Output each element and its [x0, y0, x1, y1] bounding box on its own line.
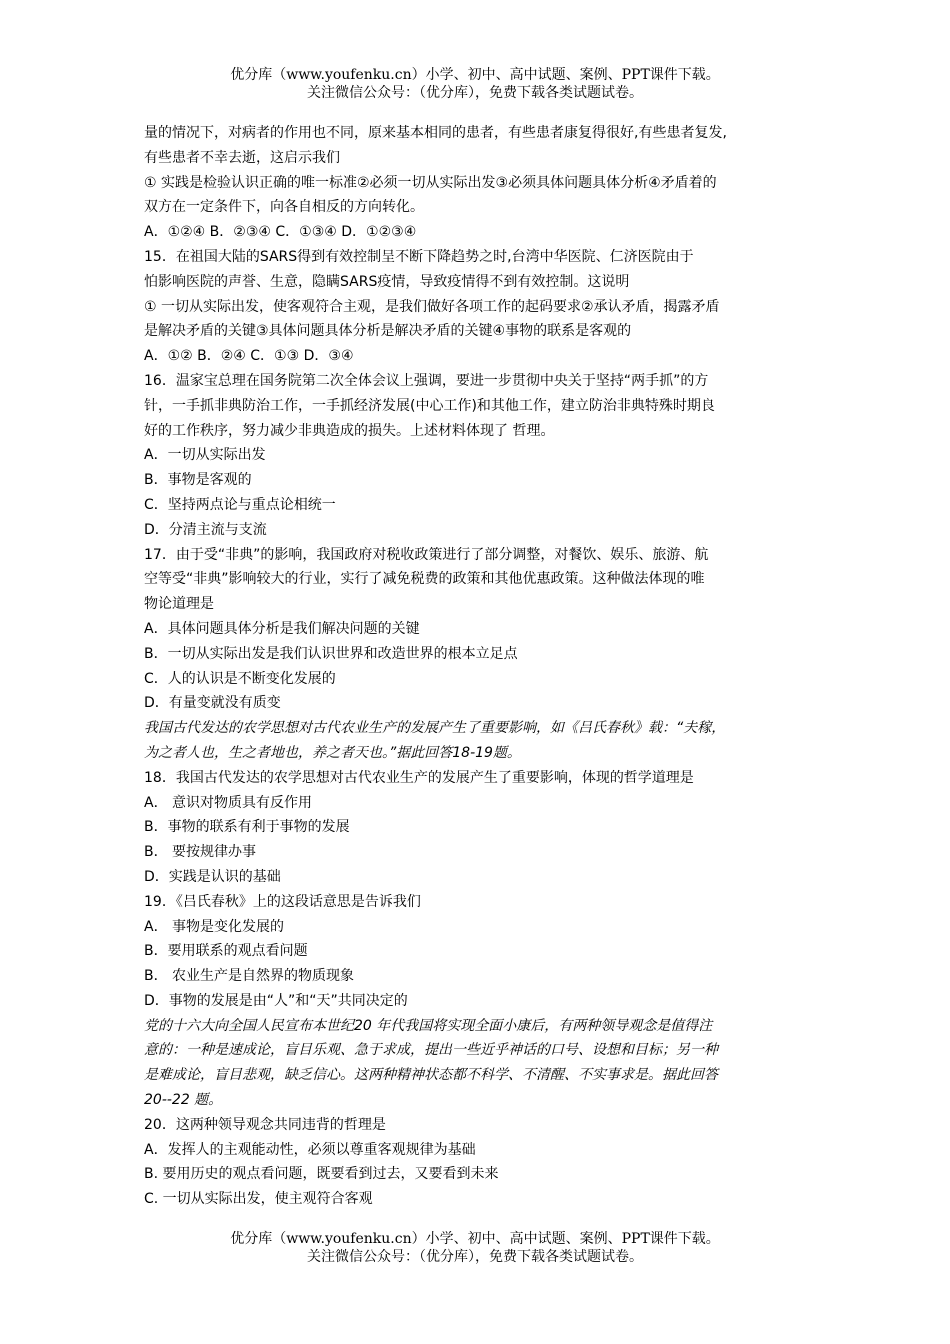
text-line: A．一切从实际出发 [144, 447, 266, 464]
text-line: 好的工作秩序，努力减少非典造成的损失。上述材料体现了 哲理。 [144, 422, 555, 439]
text-line: 17．由于受“非典”的影响，我国政府对税收政策进行了部分调整，对餐饮、娱乐、旅游、航 [144, 546, 709, 563]
instruction-line: 意的：一种是速成论，盲目乐观、急于求成，提出一些近乎神话的口号、设想和目标；另一种 [144, 1042, 718, 1059]
text-line: 量的情况下，对病者的作用也不同，原来基本相同的患者，有些患者康复得很好,有些患者复发, [144, 125, 727, 141]
text-line: A．发挥人的主观能动性，必须以尊重客观规律为基础 [144, 1141, 476, 1158]
footer-line-1: 优分库（www.youfenku.cn）小学、初中、高中试题、案例、PPT课件下载。 [230, 1231, 720, 1247]
text-line: D．实践是认识的基础 [144, 868, 281, 885]
footer-line-2: 关注微信公众号：（优分库），免费下载各类试题试卷。 [307, 1249, 643, 1265]
text-line: B. 要用历史的观点看问题，既要看到过去，又要看到未来 [144, 1166, 499, 1183]
text-line: A． 意识对物质具有反作用 [144, 794, 313, 811]
text-line: A．具体问题具体分析是我们解决问题的关键 [144, 620, 420, 637]
text-line: 有些患者不幸去逝，这启示我们 [144, 149, 340, 166]
text-line: ① 实践是检验认识正确的唯一标准②必须一切从实际出发③必须具体问题具体分析④矛盾着的 [144, 174, 717, 191]
text-line: B．事物是客观的 [144, 472, 252, 489]
text-line: B．事物的联系有利于事物的发展 [144, 819, 350, 836]
text-line: 是解决矛盾的关键③具体问题具体分析是解决矛盾的关键④事物的联系是客观的 [144, 323, 632, 340]
text-line: 20．这两种领导观念共同违背的哲理是 [144, 1116, 386, 1133]
text-line: B． 农业生产是自然界的物质现象 [144, 968, 355, 985]
text-line: 怕影响医院的声誉、生意，隐瞒SARS疫情，导致疫情得不到有效控制。这说明 [144, 273, 630, 290]
text-line: 双方在一定条件下，向各自相反的方向转化。 [144, 199, 424, 216]
text-line: C．坚持两点论与重点论相统一 [144, 496, 336, 513]
text-line: 针，一手抓非典防治工作，一手抓经济发展(中心工作)和其他工作，建立防治非典特殊时期良 [144, 397, 715, 414]
text-line: C．人的认识是不断变化发展的 [144, 670, 336, 687]
text-line: B． 要按规律办事 [144, 844, 257, 861]
instruction-line: 党的十六大向全国人民宣布本世纪20 年代我国将实现全面小康后，有两种领导观念是值得注 [144, 1017, 713, 1034]
instruction-line: 20--22 题。 [144, 1092, 223, 1109]
text-line: D．分清主流与支流 [144, 521, 267, 538]
instruction-line: 我国古代发达的农学思想对古代农业生产的发展产生了重要影响，如《吕氏春秋》载：“夫稼， [144, 720, 726, 737]
header-line-2: 关注微信公众号：（优分库），免费下载各类试题试卷。 [307, 85, 643, 101]
text-line: 物论道理是 [144, 596, 214, 613]
text-line: 19．《吕氏春秋》上的这段话意思是告诉我们 [144, 893, 421, 910]
text-line: C. 一切从实际出发，使主观符合客观 [144, 1191, 373, 1208]
text-line: ① 一切从实际出发，使客观符合主观，是我们做好各项工作的起码要求②承认矛盾，揭露矛盾 [144, 298, 720, 315]
page-footer [0, 1230, 950, 1266]
text-line: B．要用联系的观点看问题 [144, 943, 308, 960]
text-line: B．一切从实际出发是我们认识世界和改造世界的根本立足点 [144, 645, 518, 662]
text-line: 空等受“非典”影响较大的行业，实行了减免税费的政策和其他优惠政策。这种做法体现的唯 [144, 571, 705, 588]
instruction-line: 为之者人也，生之者地也，养之者天也。”据此回答18-19题。 [144, 744, 521, 761]
document-body [144, 121, 816, 1212]
text-line: D．事物的发展是由“人”和“天”共同决定的 [144, 992, 408, 1009]
text-line: 16．温家宝总理在国务院第二次全体会议上强调，要进一步贯彻中央关于坚持“两手抓”的方 [144, 372, 709, 389]
header-line-1: 优分库（www.youfenku.cn）小学、初中、高中试题、案例、PPT课件下载。 [230, 67, 720, 83]
text-line: A．①②④ B．②③④ C．①③④ D．①②③④ [144, 224, 417, 241]
text-line: A．①② B．②④ C．①③ D．③④ [144, 348, 354, 365]
text-line: 15．在祖国大陆的SARS得到有效控制呈不断下降趋势之时,台湾中华医院、仁济医院由于 [144, 248, 694, 265]
page-header [0, 66, 950, 102]
text-line: D．有量变就没有质变 [144, 695, 281, 712]
instruction-line: 是难成论，盲目悲观，缺乏信心。这两种精神状态都不科学、不清醒、不实事求是。据此回答 [144, 1067, 718, 1084]
text-line: 18．我国古代发达的农学思想对古代农业生产的发展产生了重要影响，体现的哲学道理是 [144, 769, 694, 786]
text-line: A． 事物是变化发展的 [144, 918, 285, 935]
